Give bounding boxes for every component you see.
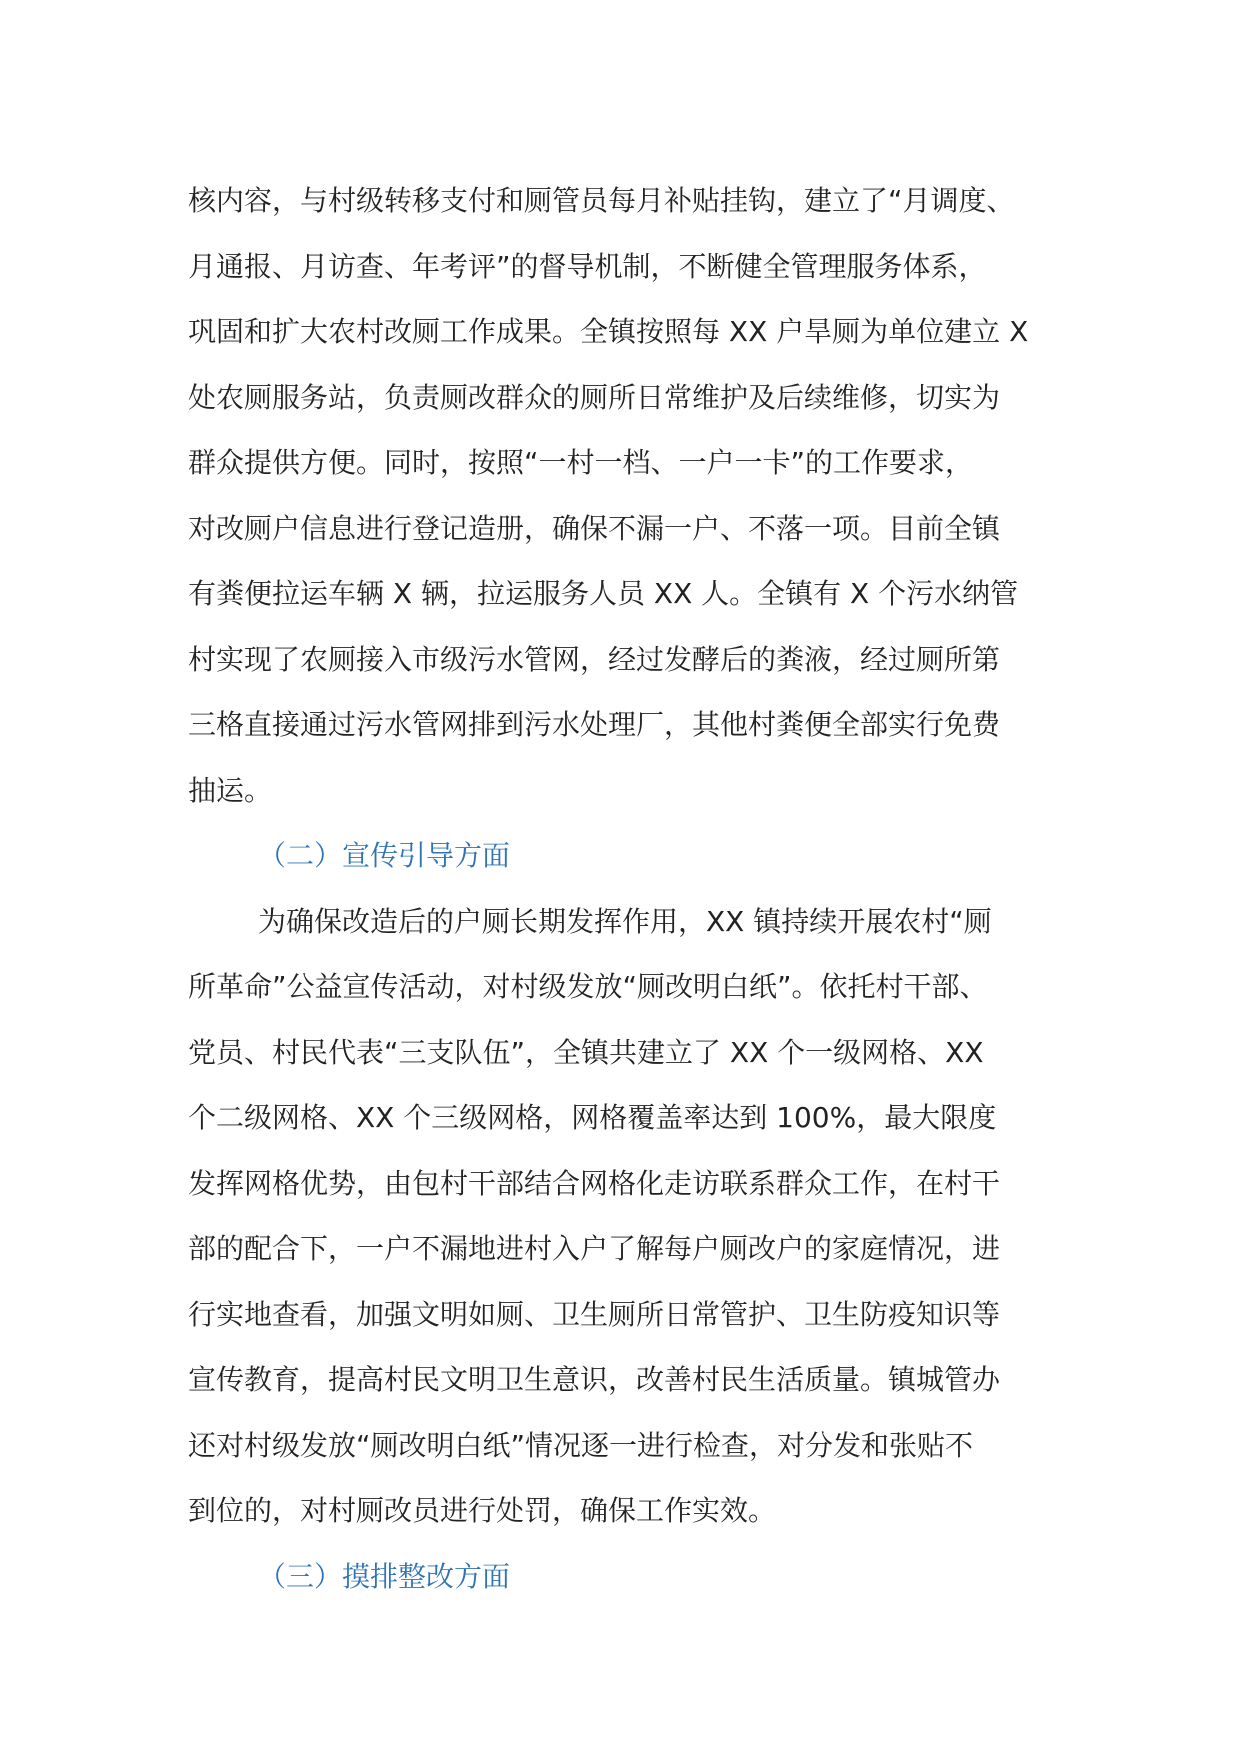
text-line: 抽运。	[188, 773, 273, 807]
text-line: 处农厕服务站，负责厕改群众的厕所日常维护及后续维修，切实为	[188, 380, 1001, 414]
paragraph-1	[188, 168, 1068, 823]
text-line: 村实现了农厕接入市级污水管网，经过发酵后的粪液，经过厕所第	[188, 642, 1001, 676]
text-line: 发挥网格优势，由包村干部结合网格化走访联系群众工作，在村干	[188, 1166, 1001, 1200]
text-line: 宣传教育，提高村民文明卫生意识，改善村民生活质量。镇城管办	[188, 1363, 1001, 1396]
section-heading-2: （二）宣传引导方面	[258, 839, 511, 872]
text-line: 部的配合下，一户不漏地进村入户了解每户厕改户的家庭情况，进	[188, 1232, 1001, 1265]
text-line: 到位的，对村厕改员进行处罚，确保工作实效。	[188, 1494, 777, 1527]
text-line: 行实地查看，加强文明如厕、卫生厕所日常管护、卫生防疫知识等	[188, 1297, 1001, 1331]
text-line: 党员、村民代表“三支队伍”，全镇共建立了 XX 个一级网格、XX	[188, 1035, 984, 1069]
text-line: 群众提供方便。同时，按照“一村一档、一户一卡”的工作要求，	[188, 446, 974, 479]
text-line: 所革命”公益宣传活动，对村级发放“厕改明白纸”。依托村干部、	[188, 970, 988, 1003]
text-line: 对改厕户信息进行登记造册，确保不漏一户、不落一项。目前全镇	[188, 511, 1001, 545]
text-line: 巩固和扩大农村改厕工作成果。全镇按照每 XX 户旱厕为单位建立 X	[188, 315, 1029, 348]
text-line: 个二级网格、XX 个三级网格，网格覆盖率达到 100%，最大限度	[188, 1101, 997, 1134]
text-line: 还对村级发放“厕改明白纸”情况逐一进行检查，对分发和张贴不	[188, 1428, 974, 1462]
section-heading-3: （三）摸排整改方面	[258, 1559, 511, 1593]
paragraph-2	[188, 889, 1068, 1544]
text-line: 三格直接通过污水管网排到污水处理厂，其他村粪便全部实行免费	[188, 708, 1001, 741]
text-line: 月通报、月访查、年考评”的督导机制，不断健全管理服务体系，	[188, 249, 987, 283]
text-line: 为确保改造后的户厕长期发挥作用，XX 镇持续开展农村“厕	[258, 904, 992, 938]
text-line: 有粪便拉运车辆 X 辆，拉运服务人员 XX 人。全镇有 X 个污水纳管	[188, 577, 1019, 610]
document-body	[188, 168, 1068, 1609]
text-line: 核内容，与村级转移支付和厕管员每月补贴挂钩，建立了“月调度、	[188, 184, 1015, 217]
